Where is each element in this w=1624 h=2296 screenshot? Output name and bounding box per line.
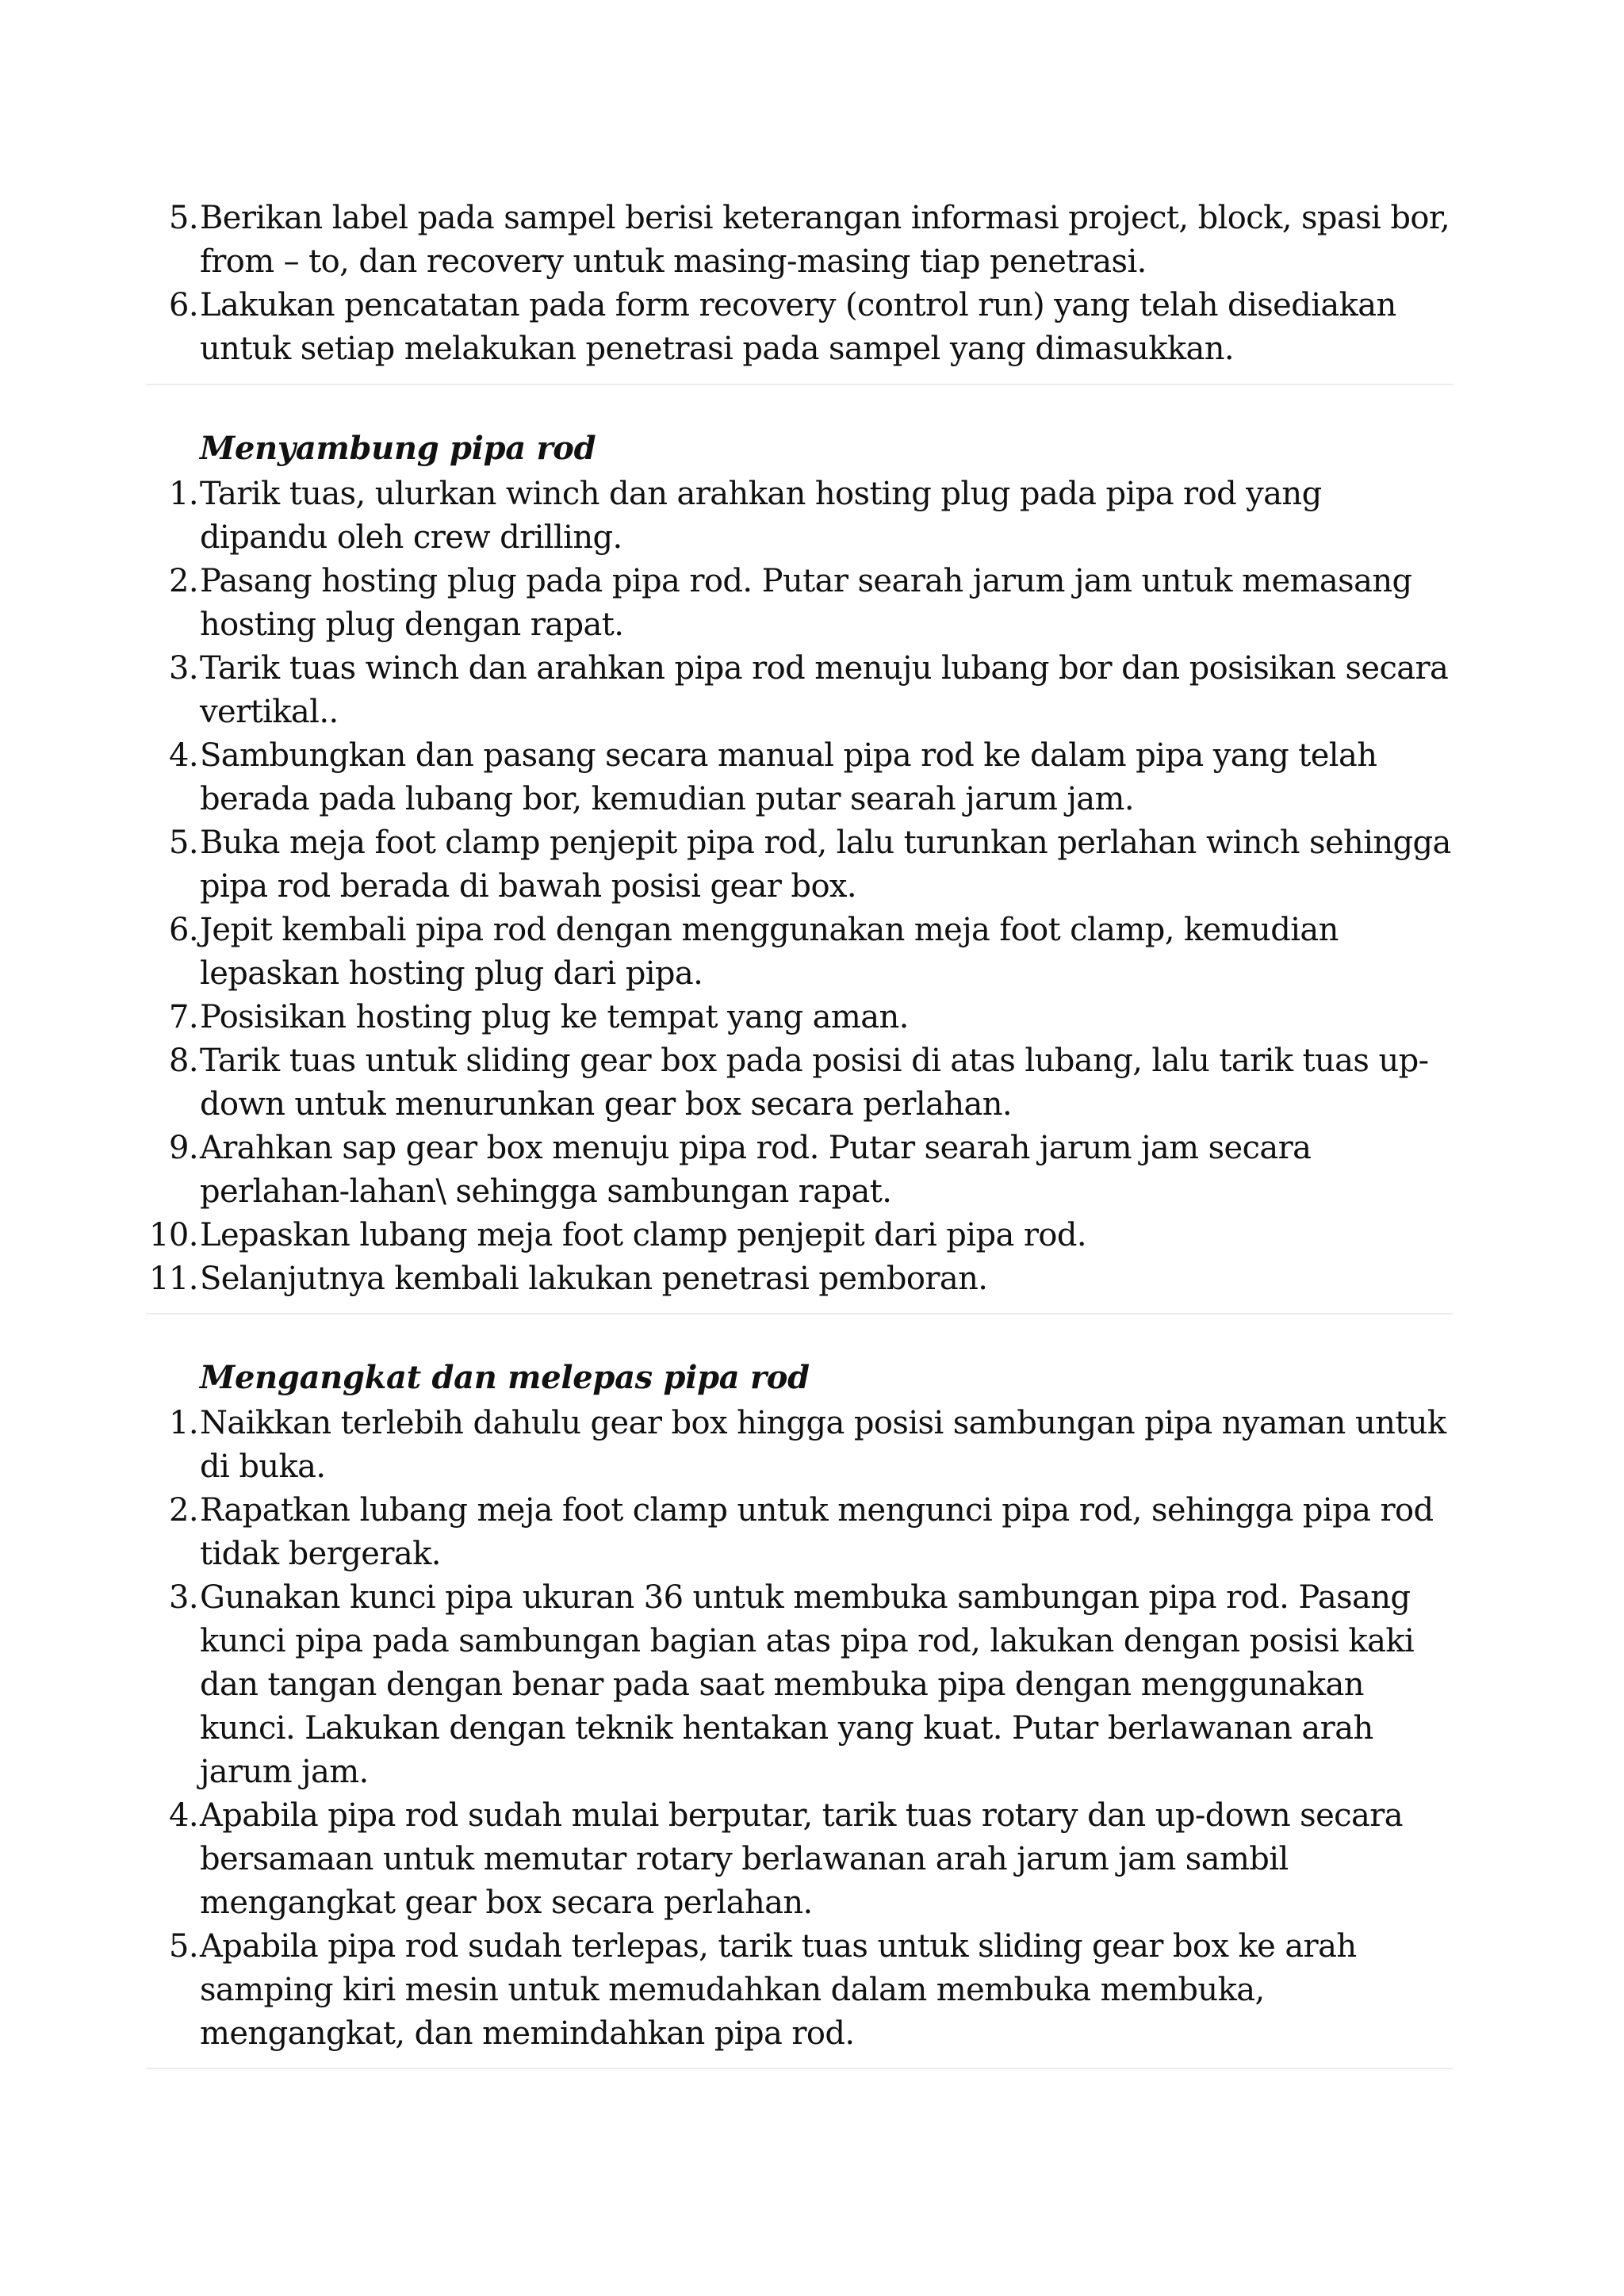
list-item-text: Lakukan pencatatan pada form recovery (control run) yang telah disediakan untuk setiap melakukan penetrasi pada sampel yang dimasukkan. bbox=[200, 287, 1396, 367]
list-item-number: 4. bbox=[169, 1797, 198, 1834]
list-item-text: Tarik tuas untuk sliding gear box pada posisi di atas lubang, lalu tarik tuas up-down untuk menurunkan gear box secara perlahan. bbox=[200, 1043, 1429, 1123]
list-item-text: Buka meja foot clamp penjepit pipa rod, lalu turunkan perlahan winch sehingga pipa rod berada di bawah posisi gear box. bbox=[200, 825, 1451, 905]
list-item-number: 1. bbox=[169, 1405, 198, 1441]
list-item bbox=[146, 996, 1453, 1039]
section-heading: Mengangkat dan melepas pipa rod bbox=[200, 1359, 810, 1396]
list-item-number: 5. bbox=[169, 200, 198, 236]
list-item-number: 6. bbox=[169, 287, 198, 323]
list-item-text: Apabila pipa rod sudah mulai berputar, tarik tuas rotary dan up-down secara bersamaan untuk memutar rotary berlawanan arah jarum jam sambil mengangkat gear box secara perlahan. bbox=[200, 1797, 1403, 1921]
list-item-text: Selanjutnya kembali lakukan penetrasi pemboran. bbox=[200, 1261, 988, 1297]
list-item-text: Pasang hosting plug pada pipa rod. Putar searah jarum jam untuk memasang hosting plug dengan rapat. bbox=[200, 563, 1412, 643]
list-item bbox=[146, 909, 1453, 996]
remove-pipe-section bbox=[146, 1356, 1453, 2056]
list-item-number: 7. bbox=[169, 999, 198, 1035]
section-divider bbox=[146, 1313, 1453, 1314]
list-item bbox=[146, 821, 1453, 909]
list-item-number: 10. bbox=[149, 1217, 198, 1253]
list-item-text: Sambungkan dan pasang secara manual pipa rod ke dalam pipa yang telah berada pada lubang bor, kemudian putar searah jarum jam. bbox=[200, 737, 1377, 817]
list-item bbox=[146, 1257, 1453, 1301]
list-item-number: 2. bbox=[169, 1492, 198, 1529]
list-item-text: Tarik tuas, ulurkan winch dan arahkan hosting plug pada pipa rod yang dipandu oleh crew drilling. bbox=[200, 476, 1322, 556]
list-item-number: 1. bbox=[169, 476, 198, 512]
list-item-number: 6. bbox=[169, 912, 198, 948]
list-item-text: Jepit kembali pipa rod dengan menggunakan meja foot clamp, kemudian lepaskan hosting plug dari pipa. bbox=[200, 912, 1339, 992]
list-item-number: 2. bbox=[169, 563, 198, 599]
remove-steps-list bbox=[146, 1402, 1453, 2056]
list-item-text: Arahkan sap gear box menuju pipa rod. Putar searah jarum jam secara perlahan-lahan\ sehingga sambungan rapat. bbox=[200, 1130, 1312, 1210]
list-item-text: Apabila pipa rod sudah terlepas, tarik tuas untuk sliding gear box ke arah samping kiri mesin untuk memudahkan dalam membuka membuka, mengangkat, dan memindahkan pipa rod. bbox=[200, 1928, 1357, 2052]
list-item bbox=[146, 284, 1453, 371]
intro-steps-list bbox=[146, 197, 1453, 371]
list-item-number: 3. bbox=[169, 650, 198, 687]
list-item-number: 11. bbox=[149, 1261, 198, 1297]
list-item-text: Tarik tuas winch dan arahkan pipa rod menuju lubang bor dan posisikan secara vertikal.. bbox=[200, 650, 1449, 730]
list-item bbox=[146, 560, 1453, 647]
connect-steps-list bbox=[146, 473, 1453, 1301]
connect-pipe-section bbox=[146, 427, 1453, 1301]
list-item bbox=[146, 1214, 1453, 1257]
list-item bbox=[146, 1402, 1453, 1489]
list-item bbox=[146, 647, 1453, 734]
list-item bbox=[146, 1127, 1453, 1214]
list-item bbox=[146, 1576, 1453, 1794]
list-item bbox=[146, 1794, 1453, 1925]
list-item bbox=[146, 734, 1453, 821]
list-item-number: 5. bbox=[169, 1928, 198, 1965]
intro-steps-section bbox=[146, 197, 1453, 371]
list-item-number: 4. bbox=[169, 737, 198, 774]
list-item bbox=[146, 1039, 1453, 1127]
list-item-text: Naikkan terlebih dahulu gear box hingga posisi sambungan pipa nyaman untuk di buka. bbox=[200, 1405, 1446, 1485]
list-item-number: 5. bbox=[169, 825, 198, 861]
list-item-text: Posisikan hosting plug ke tempat yang aman. bbox=[200, 999, 909, 1035]
list-item-text: Lepaskan lubang meja foot clamp penjepit dari pipa rod. bbox=[200, 1217, 1086, 1253]
list-item-text: Berikan label pada sampel berisi keterangan informasi project, block, spasi bor, from – to, dan recovery untuk masing-masing tiap penetrasi. bbox=[200, 200, 1450, 280]
list-item-number: 3. bbox=[169, 1579, 198, 1616]
section-divider bbox=[146, 2068, 1453, 2069]
list-item-number: 9. bbox=[169, 1130, 198, 1166]
list-item bbox=[146, 1489, 1453, 1576]
list-item-text: Rapatkan lubang meja foot clamp untuk mengunci pipa rod, sehingga pipa rod tidak bergerak. bbox=[200, 1492, 1434, 1572]
section-divider bbox=[146, 384, 1453, 385]
list-item bbox=[146, 197, 1453, 284]
list-item bbox=[146, 473, 1453, 560]
list-item-number: 8. bbox=[169, 1043, 198, 1079]
section-heading: Menyambung pipa rod bbox=[200, 430, 596, 467]
list-item bbox=[146, 1925, 1453, 2056]
list-item-text: Gunakan kunci pipa ukuran 36 untuk membuka sambungan pipa rod. Pasang kunci pipa pada sambungan bagian atas pipa rod, lakukan dengan posisi kaki dan tangan dengan benar pada saat membuka pipa dengan menggunakan kunci. Lakukan dengan teknik hentakan yang kuat. Putar berlawanan arah jarum jam. bbox=[200, 1579, 1415, 1790]
